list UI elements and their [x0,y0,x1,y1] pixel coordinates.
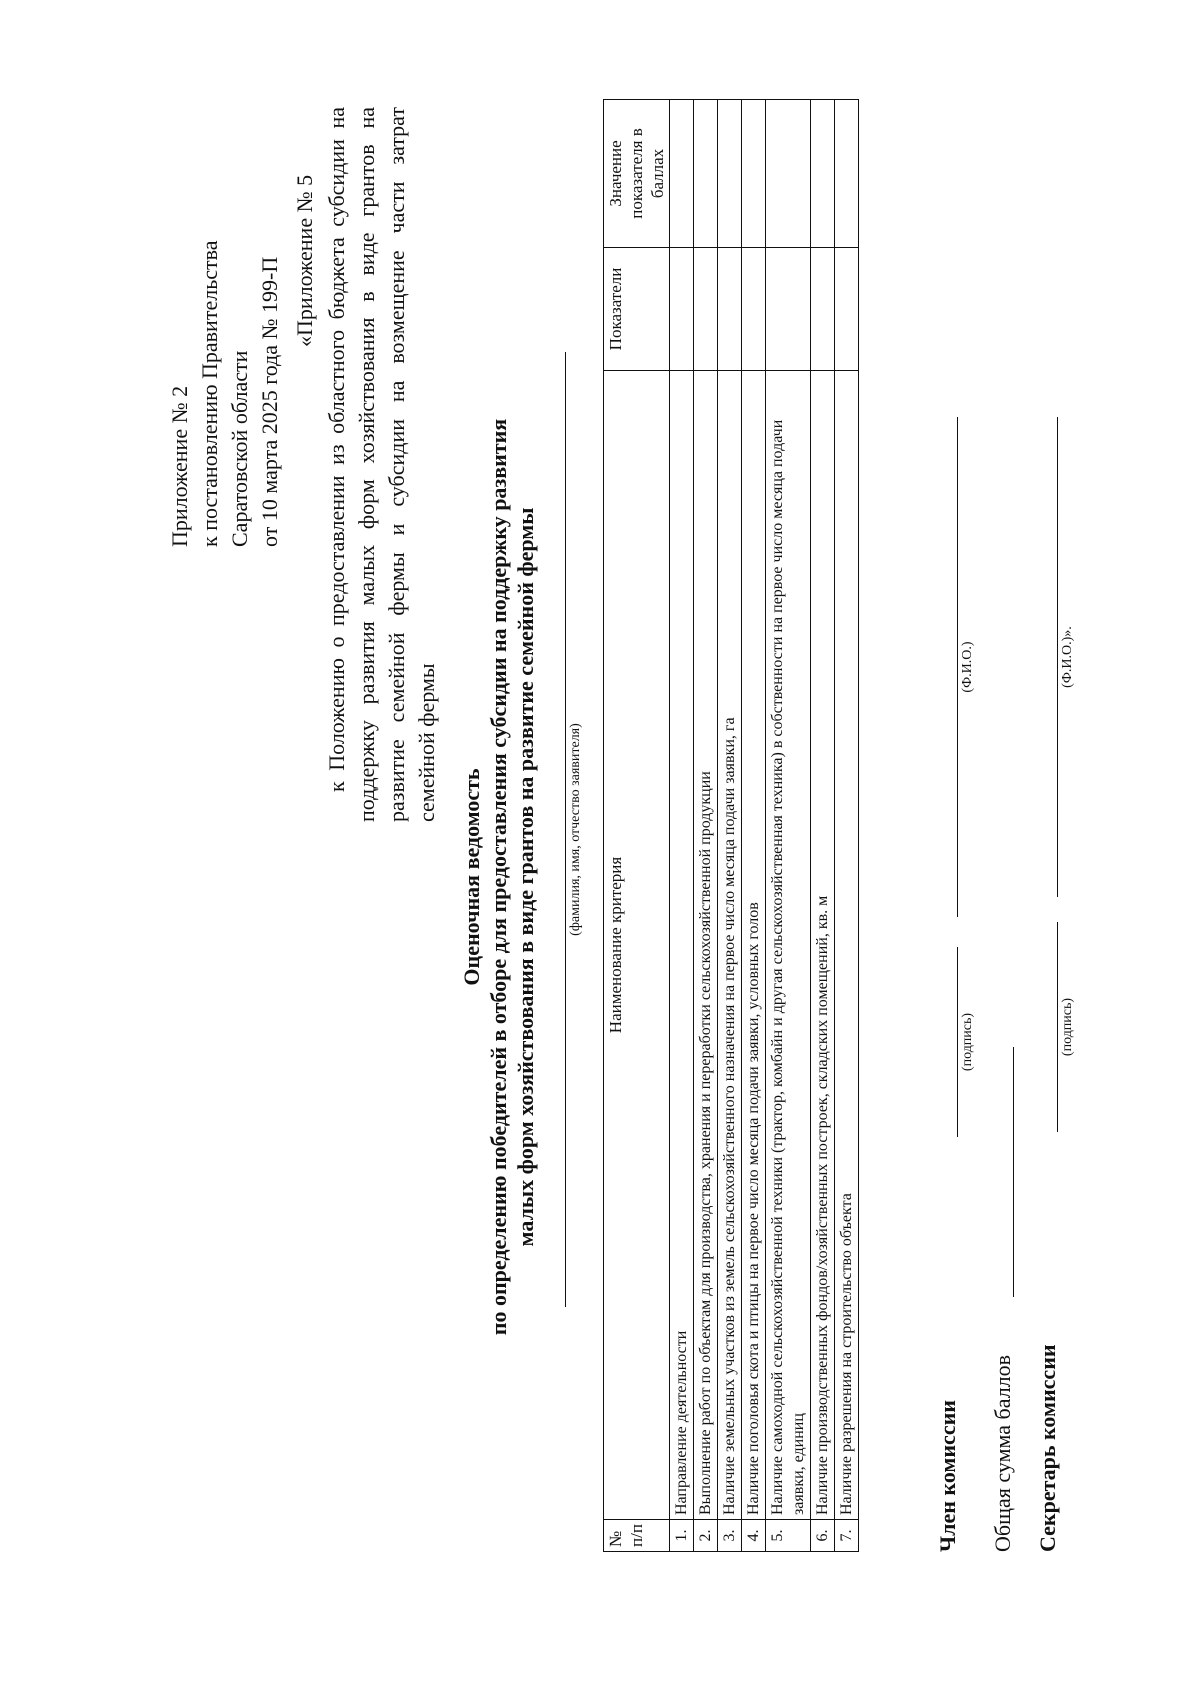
secretary-name-caption: (Ф.И.О.)». [1060,626,1075,688]
row-indicator-cell[interactable] [811,247,835,370]
total-score-label: Общая сумма баллов [990,1354,1015,1552]
row-num: 1. [670,1520,694,1552]
row-score-cell[interactable] [670,100,694,248]
row-score-cell[interactable] [766,100,811,248]
table-row [811,100,835,1552]
row-criterion: Наличие земельных участков из земель сельскохозяйственного назначения на первое число месяца подачи заявки, га [718,370,742,1519]
row-score-cell[interactable] [811,100,835,248]
header-indicators: Показатели [604,247,670,370]
document-heading [458,297,539,1457]
row-score-cell[interactable] [835,100,859,248]
secretary-signature-caption: (подпись) [1060,997,1075,1057]
appendix-date: от 10 марта 2025 года № 199-П [257,256,282,547]
row-num: 2. [694,1520,718,1552]
table-row [718,100,742,1552]
row-num: 5. [766,1520,811,1552]
header-value: Значение показателя в баллах [604,100,670,248]
row-indicator-cell[interactable] [742,247,766,370]
appendix-number: Приложение № 2 [167,385,192,547]
appendix-block [165,241,285,547]
criteria-table [603,99,859,1552]
appendix5-text: к Положению о предоставлении из областного бюджета субсидии на поддержку развития малых форм хозяйствования в виде грантов на развитие семейной фермы и субсидии на возмещение части затрат семейной фермы [324,107,439,822]
row-indicator-cell[interactable] [718,247,742,370]
appendix5-title: «Приложение № 5 [292,174,317,347]
table-row [766,100,811,1552]
heading-line3: малых форм хозяйствования в виде грантов на развитие семейной фермы [513,507,538,1247]
heading-line2: по определению победителей в отборе для предоставления субсидии на поддержку развития [486,418,511,1336]
row-criterion: Наличие разрешения на строительство объекта [835,370,859,1519]
member-name-line[interactable] [957,417,958,917]
member-name-caption: (Ф.И.О.) [960,641,975,693]
row-score-cell[interactable] [694,100,718,248]
header-name: Наименование критерия [604,370,670,1519]
row-criterion: Наличие поголовья скота и птицы на первое число месяца подачи заявки, условных голов [742,370,766,1519]
table-row [835,100,859,1552]
row-score-cell[interactable] [718,100,742,248]
table-row [670,100,694,1552]
row-num: 3. [718,1520,742,1552]
member-signature-line[interactable] [957,947,958,1137]
row-indicator-cell[interactable] [670,247,694,370]
appendix-decree: к постановлению Правительства [197,240,222,547]
row-criterion: Выполнение работ по объектам для производства, хранения и переработки сельскохозяйственной продукции [694,370,718,1519]
applicant-name-line [565,352,566,1307]
secretary-label: Секретарь комиссии [1035,1344,1060,1552]
heading-title: Оценочная ведомость [459,768,484,986]
table-row [742,100,766,1552]
row-criterion: Направление деятельности [670,370,694,1519]
applicant-caption: (фамилия, имя, отчество заявителя) [568,723,583,936]
row-score-cell[interactable] [742,100,766,248]
member-signature-caption: (подпись) [960,1012,975,1072]
table-header-row [604,100,670,1552]
secretary-signature-line[interactable] [1057,922,1058,1132]
total-score-line[interactable] [1013,1047,1014,1297]
row-num: 4. [742,1520,766,1552]
secretary-name-line[interactable] [1057,417,1058,897]
row-indicator-cell[interactable] [694,247,718,370]
row-criterion: Наличие самоходной сельскохозяйственной техники (трактор, комбайн и другая сельскохозяйственная техника) в собственности на первое число месяца подачи заявки, единиц [766,370,811,1519]
row-num: 6. [811,1520,835,1552]
row-num: 7. [835,1520,859,1552]
row-criterion: Наличие производственных фондов/хозяйственных построек, складских помещений, кв. м [811,370,835,1519]
row-indicator-cell[interactable] [835,247,859,370]
appendix-region: Саратовской области [227,350,252,547]
header-num: № п/п [604,1520,670,1552]
table-row [694,100,718,1552]
member-label: Член комиссии [935,1400,960,1552]
row-indicator-cell[interactable] [766,247,811,370]
